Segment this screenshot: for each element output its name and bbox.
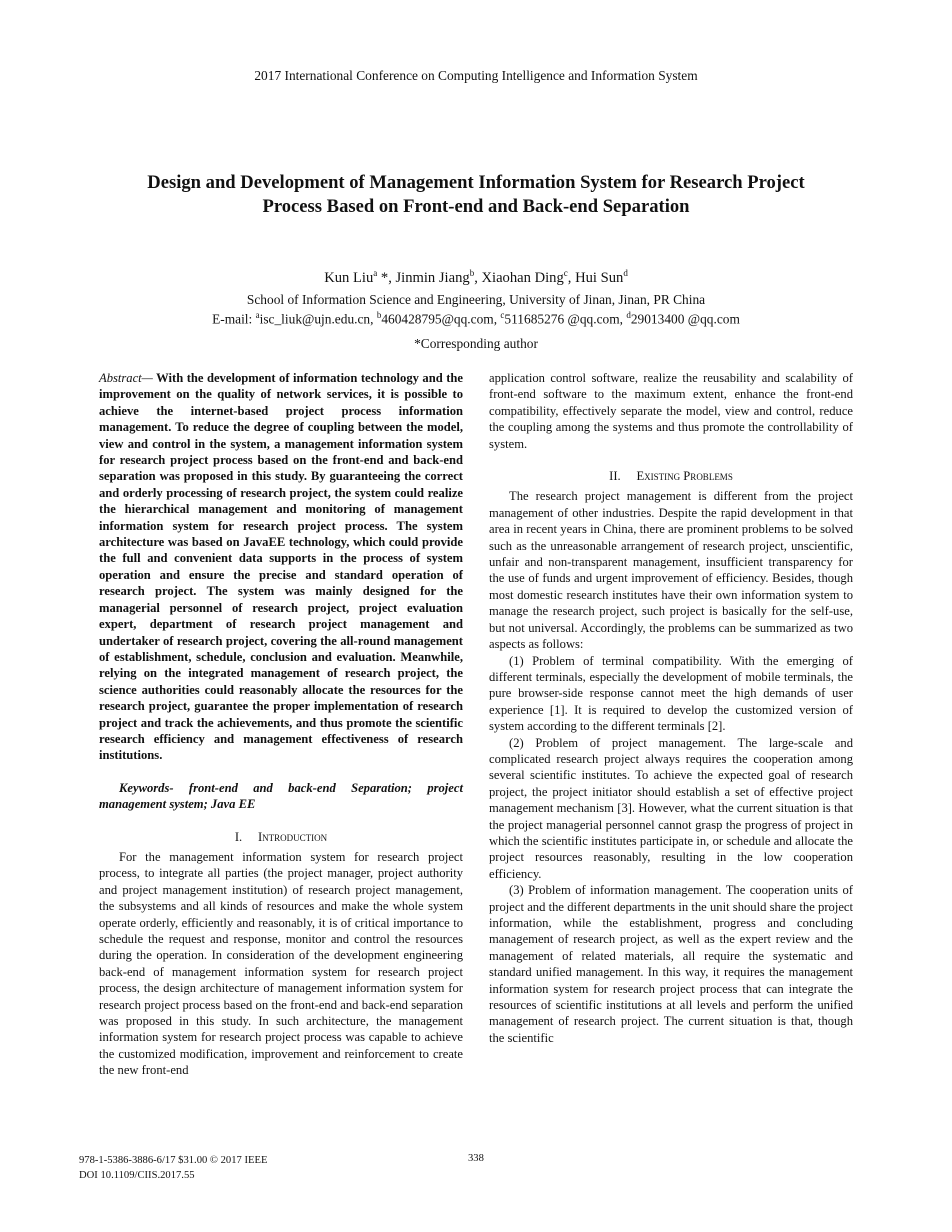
section-2-paragraph-2: (1) Problem of terminal compatibility. With the emerging of different terminals, especially the development of mobile terminals, the pure browser-side response cannot meet the high demands of user experience [1]. It is required to develop the customized version of system according to the different terminals [2]. <box>489 653 853 734</box>
section-2-paragraph-3: (2) Problem of project management. The large-scale and complicated research project always requires the cooperation among several scientific institutes. To achieve the expected goal of research project, the project initiator should establish a set of effective project management mechanism [3]. However, what the current situation is that the project managerial personnel cannot grasp the progress of project in which the scientific institutes participate in, or schedule and allocate the project resources reasonably, resulting in the low cooperation efficiency. <box>489 735 853 881</box>
email-b: 460428795@qq.com, <box>381 311 501 327</box>
author-4-sup: d <box>623 268 628 278</box>
title-line-1: Design and Development of Management Information System for Research Project <box>147 172 805 193</box>
email-sup-a: a <box>255 310 260 320</box>
email-line <box>0 310 952 327</box>
footer-doi: DOI 10.1109/CIIS.2017.55 <box>79 1170 195 1181</box>
author-4: , Hui Sun <box>567 269 624 286</box>
continuation-paragraph: application control software, realize the reusability and scalability of front-end software to the maximum extent, enhance the front-end compatibility, effectively separate the model, view and control, reduce the coupling among the systems and thus promote the controllability of system. <box>489 371 853 451</box>
author-list <box>0 268 952 287</box>
author-3-sup: c <box>563 268 568 278</box>
email-label: E-mail: <box>212 311 256 327</box>
author-3: , Xiaohan Ding <box>474 269 564 286</box>
email-c: 511685276 @qq.com, <box>504 311 627 327</box>
author-2: , Jinmin Jiang <box>388 269 470 286</box>
paper-title <box>60 171 892 219</box>
section-1-heading <box>99 829 463 845</box>
page-number: 338 <box>468 1153 484 1164</box>
title-line-2: Process Based on Front-end and Back-end Separation <box>262 196 690 217</box>
section-1-paragraph: For the management information system for research project process, to integrate all parties (the project manager, project authority and project management institution) of research project management, the subsystems and all kinds of resources and make the whole system operate orderly, efficiently and reasonably, it is of critical importance to schedule the request and response, monitor and control the resources during the operation. In consideration of the development engineering back-end of management information system for research project process, the design architecture of management information system for research project process based on the front-end and back-end separation was proposed in this study. In such architecture, the management information system for research project process was capable to achieve the customized modification, improvement and reinforcement to create the new front-end <box>99 849 463 1078</box>
email-sup-c: c <box>500 310 505 320</box>
footer-isbn: 978-1-5386-3886-6/17 $31.00 © 2017 IEEE <box>79 1155 268 1166</box>
section-1-title: Introduction <box>257 829 328 844</box>
footer-copyright <box>79 1153 267 1183</box>
abstract-text: With the development of information technology and the improvement on the quality of network services, it is possible to achieve the internet-based project process information management. To reduce the degree of coupling between the model, view and control in the system, a management information system for research project process based on the front-end and back-end separation was proposed in this study. By guaranteeing the correct and orderly processing of research project, the system could realize the hierarchical management and monitoring of management information system for research project process. The system architecture was based on JavaEE technology, which could provide the full and convenient data supports in the process of system operation and ensure the precise and standard operation of research project. The system was mainly designed for the managerial personnel of research project, project evaluation expert, department of research project management and undertaker of research project, covering the all-round management of establishment, schedule, conclusion and evaluation. Meanwhile, relying on the integrated management of research project, the science authorities could reasonably allocate the resources for the research project, guarantee the proper implementation of research project and track the achievements, and thus promote the scientific research efficiency and management effectiveness of research institutions. <box>99 371 463 763</box>
author-1-sup: a <box>373 268 378 278</box>
conference-header: 2017 International Conference on Computing Intelligence and Information System <box>254 68 698 83</box>
affiliation: School of Information Science and Engineering, University of Jinan, Jinan, PR China <box>246 292 706 307</box>
abstract <box>99 370 463 764</box>
right-column <box>489 370 853 1046</box>
abstract-label: Abstract— <box>99 371 153 385</box>
corresponding-note: *Corresponding author <box>414 336 538 351</box>
section-2-paragraph-4: (3) Problem of information management. The cooperation units of project and the different departments in the unit should share the project information, while the establishment, progress and concluding management of research project, as well as the expert review and the management of related materials, all require the systematic and standard unified management. In this way, it requires the management information system for research project process that can integrate the resources of scientific institutions at all levels and perform the unified management of research project. The current situation is that, though the scientific <box>489 883 853 1045</box>
email-sup-b: b <box>376 310 382 320</box>
section-1-number: I. <box>234 829 243 844</box>
left-column <box>99 370 463 1079</box>
section-2-number: II. <box>609 469 621 484</box>
section-2-heading <box>489 468 853 484</box>
keywords: Keywords- front-end and back-end Separation; project management system; Java EE <box>99 780 463 812</box>
section-2-paragraph-1: The research project management is different from the project management of other industries. Despite the rapid development in that area in recent years in China, there are prominent problems to be solved such as the unreasonable arrangement of research project, unscientific, unfair and non-transparent management, insufficient transparency for the use of funds and urgent improvement of efficiency. Besides, though most domestic research institutes have their own information system to manage the research project, such project is basically for the self-use, but not universal. Accordingly, the problems can be summarized as two aspects as follows: <box>489 489 853 652</box>
email-d: 29013400 @qq.com <box>630 311 740 327</box>
email-sup-d: d <box>626 310 631 320</box>
author-1: Kun Liu <box>324 269 374 286</box>
section-2-title: Existing Problems <box>636 469 733 484</box>
author-1-star: * <box>377 269 389 286</box>
email-a: isc_liuk@ujn.edu.cn, <box>259 311 377 327</box>
author-2-sup: b <box>469 268 475 278</box>
